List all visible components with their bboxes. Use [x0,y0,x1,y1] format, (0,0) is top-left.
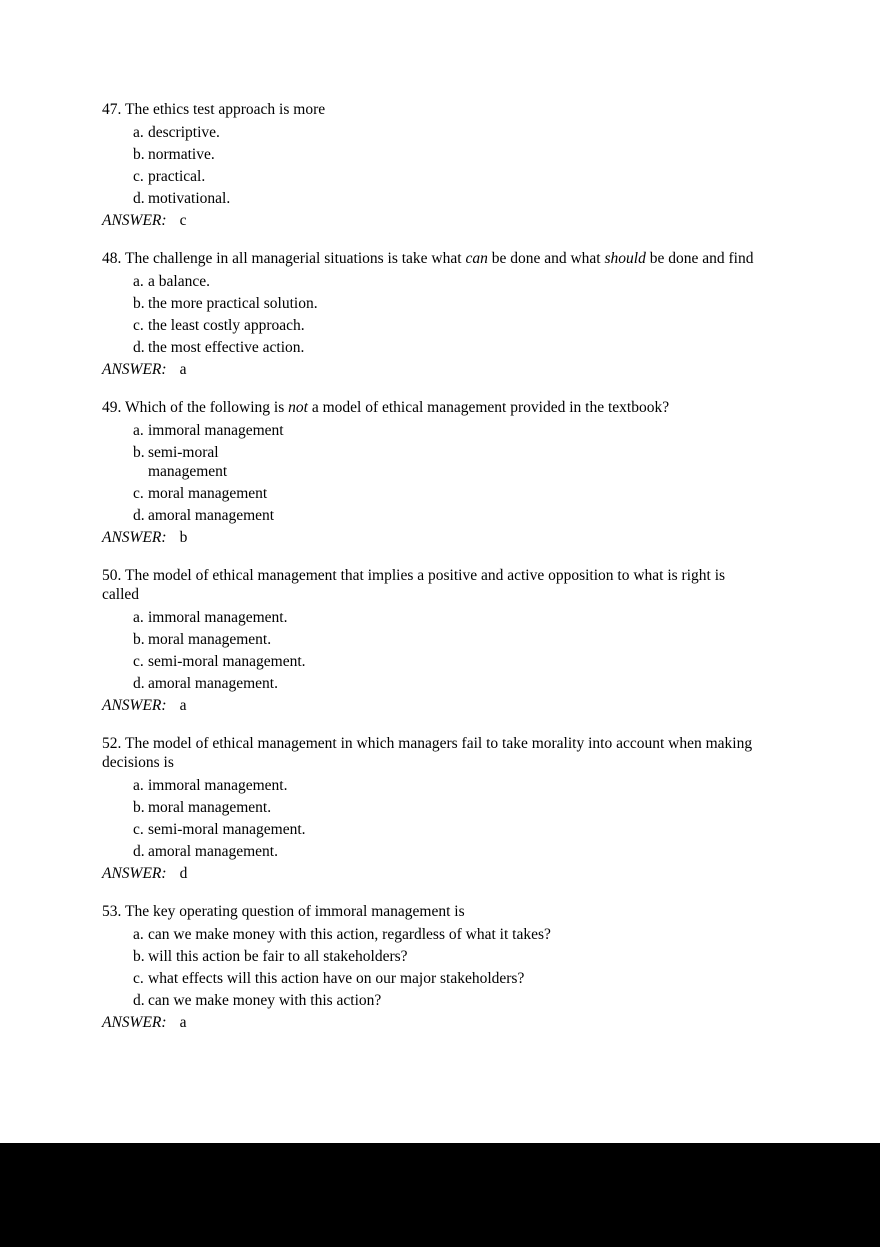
option-row [133,506,796,525]
answer-label: ANSWER: [102,361,167,378]
option-row [133,991,796,1010]
option-row [133,674,796,693]
option-row [133,630,796,649]
option-text: a balance. [148,273,210,290]
option-text: the more practical solution. [148,295,318,312]
prompt-line [102,585,796,604]
option-letter: d. [133,190,145,207]
question-prompt [102,734,796,772]
option-row [133,484,796,503]
question-number: 48. [102,250,122,267]
option-text: semi-moral management. [148,653,306,670]
question-number: 52. [102,735,122,752]
prompt-segment: should [604,250,646,267]
question-block [102,100,796,230]
prompt-line [102,753,796,772]
question-block [102,734,796,883]
question-prompt [102,100,796,119]
option-text: immoral management [148,422,284,439]
option-text: amoral management [148,507,275,524]
option-letter: c. [133,821,144,838]
option-row [133,294,796,313]
option-text: practical. [148,168,206,185]
prompt-segment: The challenge in all managerial situations is take what [124,250,466,267]
option-text: amoral management. [148,843,278,860]
prompt-segment: decisions is [102,754,174,771]
option-text: moral management. [148,631,272,648]
option-letter: b. [133,948,145,965]
question-number: 50. [102,567,122,584]
question-prompt [102,902,796,921]
option-letter: d. [133,507,145,524]
question-prompt [102,398,796,417]
prompt-segment: a model of ethical management provided in the textbook? [307,399,670,416]
answer-line [102,864,796,883]
prompt-segment: be done and find [645,250,754,267]
option-text: will this action be fair to all stakeholders? [148,948,408,965]
option-row [133,145,796,164]
prompt-segment: The model of ethical management that implies a positive and active opposition to what is right is [124,567,726,584]
answer-value: c [179,212,187,229]
answer-value: a [179,697,187,714]
option-row [133,842,796,861]
option-row [133,820,796,839]
prompt-line [102,100,796,119]
option-row [133,443,796,481]
answer-label: ANSWER: [102,212,167,229]
option-text: descriptive. [148,124,220,141]
option-text: immoral management. [148,777,288,794]
option-row [133,338,796,357]
option-letter: b. [133,146,145,163]
option-text: normative. [148,146,215,163]
prompt-segment: can [465,250,488,267]
option-row [133,608,796,627]
option-letter: d. [133,339,145,356]
answer-label: ANSWER: [102,1014,167,1031]
option-letter: c. [133,485,144,502]
option-row [133,167,796,186]
question-number: 53. [102,903,122,920]
prompt-line [102,902,796,921]
option-row [133,798,796,817]
option-letter: a. [133,609,144,626]
option-row [133,316,796,335]
option-row [133,123,796,142]
prompt-segment: called [102,586,140,603]
question-number: 47. [102,101,122,118]
option-row [133,776,796,795]
option-letter: a. [133,422,144,439]
answer-label: ANSWER: [102,697,167,714]
option-text: immoral management. [148,609,288,626]
option-letter: a. [133,777,144,794]
option-letter: a. [133,124,144,141]
option-letter: c. [133,653,144,670]
question-block [102,249,796,379]
option-text: can we make money with this action, regardless of what it takes? [148,926,551,943]
question-block [102,398,796,547]
prompt-segment: be done and what [487,250,605,267]
option-row [133,969,796,988]
option-letter: c. [133,168,144,185]
document-page [102,100,796,1051]
answer-line [102,696,796,715]
option-row [133,272,796,291]
option-letter: a. [133,273,144,290]
answer-value: b [179,529,188,546]
option-row [133,652,796,671]
answer-line [102,211,796,230]
option-letter: b. [133,444,145,461]
question-number: 49. [102,399,122,416]
bottom-black-bar [0,1143,880,1247]
option-text: can we make money with this action? [148,992,382,1009]
answer-value: a [179,1014,187,1031]
answer-value: d [179,865,188,882]
option-text: motivational. [148,190,231,207]
answer-label: ANSWER: [102,865,167,882]
prompt-segment: not [288,399,308,416]
option-text: what effects will this action have on our major stakeholders? [148,970,525,987]
option-letter: b. [133,295,145,312]
option-row [133,925,796,944]
option-letter: c. [133,317,144,334]
option-row [133,421,796,440]
option-text: moral management [148,485,268,502]
answer-line [102,528,796,547]
option-letter: d. [133,992,145,1009]
option-letter: c. [133,970,144,987]
answer-line [102,1013,796,1032]
question-block [102,566,796,715]
prompt-segment: Which of the following is [124,399,289,416]
option-text: moral management. [148,799,272,816]
option-text: semi-moral management. [148,821,306,838]
answer-value: a [179,361,187,378]
option-letter: b. [133,799,145,816]
option-text: the most effective action. [148,339,305,356]
option-letter: b. [133,631,145,648]
option-row [133,189,796,208]
question-prompt [102,249,796,268]
prompt-line [102,734,796,753]
answer-line [102,360,796,379]
option-text: the least costly approach. [148,317,305,334]
option-letter: a. [133,926,144,943]
question-block [102,902,796,1032]
prompt-segment: The ethics test approach is more [124,101,326,118]
prompt-line [102,398,796,417]
prompt-line [102,249,796,268]
question-prompt [102,566,796,604]
prompt-line [102,566,796,585]
prompt-segment: The model of ethical management in which managers fail to take morality into account when making [124,735,753,752]
option-letter: d. [133,843,145,860]
prompt-segment: The key operating question of immoral management is [124,903,465,920]
answer-label: ANSWER: [102,529,167,546]
option-text: semi-moral management [148,444,228,480]
option-text: amoral management. [148,675,278,692]
option-letter: d. [133,675,145,692]
option-row [133,947,796,966]
